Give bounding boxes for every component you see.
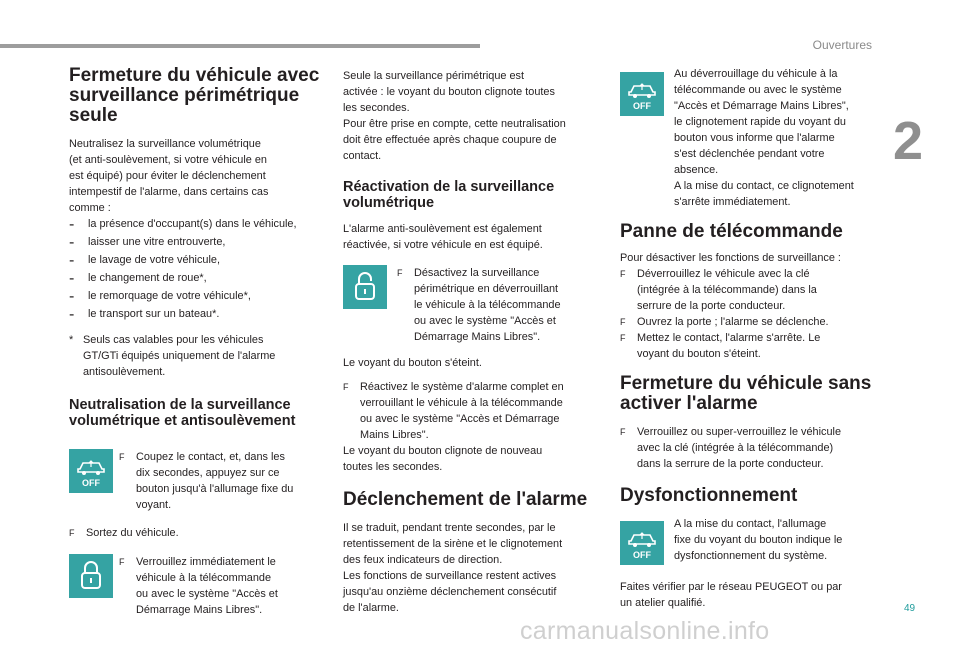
text-line: s'est déclenchée pendant votre bbox=[674, 148, 825, 160]
lock-icon bbox=[76, 558, 106, 594]
text-line: bouton vous informe que l'alarme bbox=[674, 132, 835, 144]
text-line: des feux indicateurs de direction. bbox=[343, 554, 503, 566]
text-line: "Accès et Démarrage Mains Libres", bbox=[674, 100, 849, 112]
bullet-marker: F bbox=[620, 427, 626, 437]
text-line: retentissement de la sirène et le clignotement bbox=[343, 538, 563, 550]
text-line: toutes les secondes. bbox=[343, 461, 443, 473]
text-line: Ouvrez la porte ; l'alarme se déclenche. bbox=[637, 316, 829, 328]
bullet-marker: F bbox=[343, 382, 349, 392]
heading-declenchement: Déclenchement de l'alarme bbox=[343, 489, 588, 510]
footnote bbox=[69, 332, 323, 380]
text-line: Le voyant du bouton clignote de nouveau bbox=[343, 445, 543, 457]
off-label: OFF bbox=[82, 478, 100, 488]
intro-paragraph bbox=[343, 68, 595, 164]
text-line: A la mise du contact, l'allumage bbox=[674, 518, 827, 530]
panne-intro: Pour désactiver les fonctions de surveillance : bbox=[620, 252, 841, 264]
list-item-text: le remorquage de votre véhicule*, bbox=[88, 290, 251, 302]
list-item-text: le changement de roue*, bbox=[88, 272, 207, 284]
text-line: Verrouillez immédiatement le bbox=[136, 556, 276, 568]
text-line: avec la clé (intégrée à la télécommande) bbox=[637, 442, 834, 454]
final-text bbox=[620, 579, 878, 611]
list-item bbox=[69, 216, 323, 234]
text-line: serrure de la porte conducteur. bbox=[637, 300, 786, 312]
text-line: doit être effectuée après chaque coupure de bbox=[343, 134, 557, 146]
car-off-icon bbox=[622, 76, 662, 112]
text-line: Sortez du véhicule. bbox=[86, 527, 179, 539]
alarm-notice bbox=[620, 66, 878, 210]
text-line: Mains Libres". bbox=[360, 429, 429, 441]
text-line: verrouillant le véhicule à la télécommande bbox=[360, 397, 563, 409]
trigger-text bbox=[343, 520, 595, 616]
text-line: contact. bbox=[343, 150, 382, 162]
bullet-marker: F bbox=[620, 269, 626, 279]
list-item-text: la présence d'occupant(s) dans le véhicule, bbox=[88, 218, 297, 230]
text-line: dans la serrure de la porte conducteur. bbox=[637, 458, 824, 470]
list-item-text: laisser une vitre entrouverte, bbox=[88, 236, 226, 248]
text-line: A la mise du contact, ce clignotement bbox=[674, 180, 854, 192]
text-line: télécommande ou avec le système bbox=[674, 84, 842, 96]
text-line: ou avec le système "Accès et Démarrage bbox=[360, 413, 560, 425]
step-unlock bbox=[343, 265, 595, 345]
column-right bbox=[620, 66, 878, 611]
text-line: absence. bbox=[674, 164, 719, 176]
text-line: dix secondes, appuyez sur ce bbox=[136, 467, 280, 479]
lock-button-icon bbox=[69, 554, 113, 598]
bullet-marker: F bbox=[119, 557, 125, 567]
footnote-mark: * bbox=[69, 334, 74, 346]
bullet-marker: F bbox=[69, 528, 75, 538]
instruction-item bbox=[343, 379, 595, 443]
text-line: ou avec le système "Accès et bbox=[414, 315, 556, 327]
text-line: véhicule à la télécommande bbox=[136, 572, 272, 584]
case-list bbox=[69, 216, 323, 324]
watermark: carmanualsonline.info bbox=[520, 617, 770, 645]
text-line: fixe du voyant du bouton indique le bbox=[674, 534, 843, 546]
bullet-marker: F bbox=[620, 317, 626, 327]
heading-sans-alarme: Fermeture du véhicule sans activer l'alarme bbox=[620, 373, 872, 414]
instruction-item bbox=[620, 266, 878, 314]
list-item-text: le lavage de votre véhicule, bbox=[88, 254, 220, 266]
list-item bbox=[69, 252, 323, 270]
heading-panne: Panne de télécommande bbox=[620, 221, 843, 242]
heading-dysfonctionnement: Dysfonctionnement bbox=[620, 485, 798, 506]
step-text bbox=[113, 449, 293, 513]
text-line: réactivée, si votre véhicule en est équipé. bbox=[343, 239, 543, 251]
text-line: est équipé) pour éviter le déclenchement bbox=[69, 170, 266, 182]
text-line: L'alarme anti-soulèvement est également bbox=[343, 223, 542, 235]
text-line: Il se traduit, pendant trente secondes, par le bbox=[343, 522, 556, 534]
car-off-icon bbox=[622, 525, 662, 561]
step-text bbox=[387, 265, 561, 345]
text-line: Démarrage Mains Libres". bbox=[136, 604, 263, 616]
text-line: les secondes. bbox=[343, 102, 410, 114]
list-item-text: le transport sur un bateau*. bbox=[88, 308, 220, 320]
off-label: OFF bbox=[633, 101, 651, 111]
list-item bbox=[69, 270, 323, 288]
page-number: 49 bbox=[904, 603, 916, 614]
instruction-item bbox=[119, 449, 293, 513]
text-line: voyant. bbox=[136, 499, 172, 511]
off-button-icon bbox=[620, 72, 664, 116]
step-off-button bbox=[69, 449, 323, 513]
text-line: bouton jusqu'à l'allumage fixe du bbox=[136, 483, 294, 495]
text-line: dysfonctionnement du système. bbox=[674, 550, 828, 562]
text-line: de l'alarme. bbox=[343, 602, 399, 614]
list-item bbox=[69, 306, 323, 324]
bullet-marker: F bbox=[620, 333, 626, 343]
list-item bbox=[69, 234, 323, 252]
footnote-text bbox=[83, 332, 275, 380]
text-line: Seuls cas valables pour les véhicules bbox=[83, 334, 264, 346]
text-line: Mettez le contact, l'alarme s'arrête. Le bbox=[637, 332, 821, 344]
text-line: Les fonctions de surveillance restent actives bbox=[343, 570, 557, 582]
instruction-item bbox=[397, 265, 561, 345]
text-line: GT/GTi équipés uniquement de l'alarme bbox=[83, 350, 276, 362]
text-line: Neutralisez la surveillance volumétrique bbox=[69, 138, 261, 150]
dash-marker: - bbox=[69, 252, 75, 269]
text-line: un atelier qualifié. bbox=[620, 597, 706, 609]
text-line: le véhicule à la télécommande bbox=[414, 299, 561, 311]
text-line: Réactivez le système d'alarme complet en bbox=[360, 381, 564, 393]
intro-paragraph bbox=[69, 136, 323, 216]
dash-marker: - bbox=[69, 306, 75, 323]
dash-marker: - bbox=[69, 216, 75, 233]
header-rule bbox=[0, 44, 480, 48]
text-line: Verrouillez ou super-verrouillez le véhicule bbox=[637, 426, 841, 438]
text-line: voyant du bouton s'éteint. bbox=[637, 348, 761, 360]
text-line: Désactivez la surveillance bbox=[414, 267, 540, 279]
bullet-marker: F bbox=[119, 452, 125, 462]
instruction-item bbox=[69, 525, 323, 541]
blink-text bbox=[343, 443, 595, 475]
text-line: s'arrête immédiatement. bbox=[674, 196, 791, 208]
column-middle bbox=[343, 68, 595, 616]
text-line: Au déverrouillage du véhicule à la bbox=[674, 68, 838, 80]
instruction-item bbox=[620, 424, 878, 472]
section-title: Ouvertures bbox=[812, 38, 872, 52]
text-line: périmétrique en déverrouillant bbox=[414, 283, 559, 295]
list-item bbox=[69, 288, 323, 306]
text-line: Faites vérifier par le réseau PEUGEOT ou par bbox=[620, 581, 842, 593]
text-line: Seule la surveillance périmétrique est bbox=[343, 70, 524, 82]
text-line: jusqu'au onzième déclenchement consécutif bbox=[343, 586, 557, 598]
text-line: Déverrouillez le véhicule avec la clé bbox=[637, 268, 810, 280]
dash-marker: - bbox=[69, 270, 75, 287]
dys-text bbox=[664, 516, 842, 564]
text-line: antisoulèvement. bbox=[83, 366, 166, 378]
text-line: intempestif de l'alarme, dans certains cas bbox=[69, 186, 269, 198]
unlock-text bbox=[664, 66, 854, 210]
heading-fermeture-perimetrique: Fermeture du véhicule avec surveillance périmétrique seule bbox=[69, 65, 320, 126]
text-line: Pour être prise en compte, cette neutralisation bbox=[343, 118, 566, 130]
unlock-button-icon bbox=[343, 265, 387, 309]
instruction-item bbox=[119, 554, 278, 618]
text-line: le clignotement rapide du voyant du bbox=[674, 116, 846, 128]
text-line: activée : le voyant du bouton clignote toutes bbox=[343, 86, 555, 98]
chapter-number: 2 bbox=[893, 111, 924, 171]
off-label: OFF bbox=[633, 550, 651, 560]
unlock-icon bbox=[350, 269, 380, 305]
dash-marker: - bbox=[69, 234, 75, 251]
heading-neutralisation: Neutralisation de la surveillance volumétrique et antisoulèvement bbox=[69, 397, 296, 429]
text-line: (intégrée à la télécommande) dans la bbox=[637, 284, 817, 296]
heading-reactivation: Réactivation de la surveillance volumétrique bbox=[343, 179, 555, 211]
car-off-icon bbox=[71, 453, 111, 489]
text-line: ou avec le système "Accès et bbox=[136, 588, 278, 600]
instruction-item bbox=[620, 314, 878, 330]
text-line: Coupez le contact, et, dans les bbox=[136, 451, 285, 463]
column-left bbox=[69, 66, 323, 618]
bullet-marker: F bbox=[397, 268, 403, 278]
off-button-icon bbox=[69, 449, 113, 493]
text-line: Démarrage Mains Libres". bbox=[414, 331, 541, 343]
voyant-off-text: Le voyant du bouton s'éteint. bbox=[343, 357, 482, 369]
reactivation-text bbox=[343, 221, 595, 253]
instruction-item bbox=[620, 330, 878, 362]
dash-marker: - bbox=[69, 288, 75, 305]
step-lock bbox=[69, 554, 323, 618]
text-line: (et anti-soulèvement, si votre véhicule en bbox=[69, 154, 267, 166]
dys-notice bbox=[620, 516, 878, 565]
off-button-icon bbox=[620, 521, 664, 565]
step-text bbox=[113, 554, 278, 618]
text-line: comme : bbox=[69, 202, 111, 214]
